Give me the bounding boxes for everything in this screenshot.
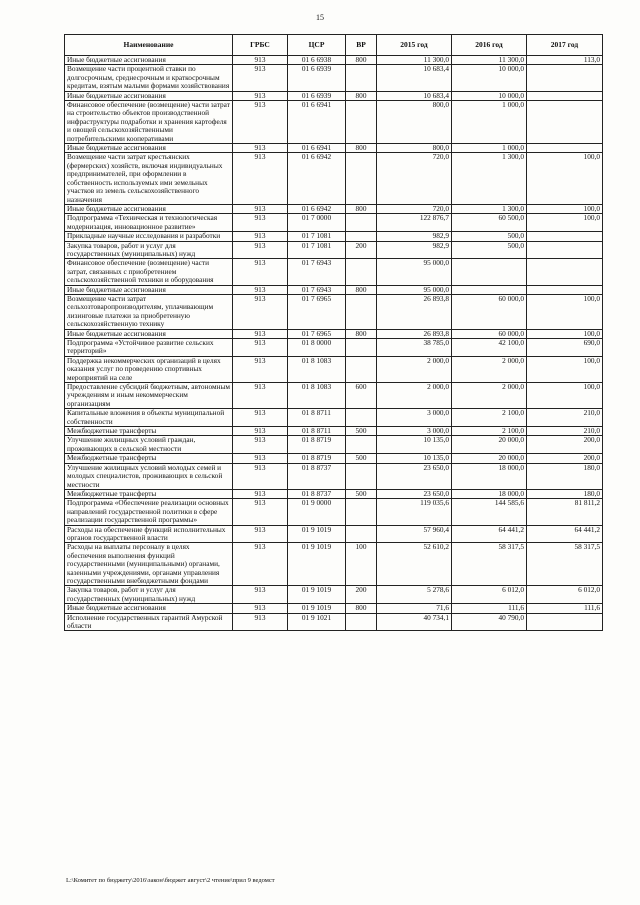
cell-2017 — [527, 285, 603, 294]
cell-2017: 210,0 — [527, 427, 603, 436]
table-row — [65, 214, 603, 232]
cell-2017 — [527, 241, 603, 259]
cell-2017 — [527, 91, 603, 100]
cell-vr — [346, 436, 377, 454]
cell-2015: 982,9 — [377, 241, 452, 259]
cell-2017: 100,0 — [527, 329, 603, 338]
cell-grbs: 913 — [233, 56, 288, 65]
cell-2016: 6 012,0 — [452, 586, 527, 604]
cell-name: Улучшение жилищных условий граждан, проживающих в сельской местности — [65, 436, 233, 454]
cell-2017: 200,0 — [527, 436, 603, 454]
cell-vr: 800 — [346, 204, 377, 213]
cell-name: Иные бюджетные ассигнования — [65, 91, 233, 100]
cell-csr: 01 9 1019 — [288, 604, 346, 613]
cell-csr: 01 6 6939 — [288, 91, 346, 100]
cell-csr: 01 8 8737 — [288, 463, 346, 489]
cell-grbs: 913 — [233, 259, 288, 285]
table-row — [65, 356, 603, 382]
cell-vr — [346, 463, 377, 489]
table-row — [65, 454, 603, 463]
table-row — [65, 525, 603, 543]
table-row — [65, 153, 603, 204]
cell-vr: 800 — [346, 604, 377, 613]
cell-vr — [346, 65, 377, 91]
cell-2016: 60 000,0 — [452, 329, 527, 338]
budget-table — [64, 34, 603, 631]
cell-name: Межбюджетные трансферты — [65, 427, 233, 436]
cell-name: Иные бюджетные ассигнования — [65, 285, 233, 294]
cell-csr: 01 9 0000 — [288, 499, 346, 525]
cell-name: Иные бюджетные ассигнования — [65, 144, 233, 153]
table-row — [65, 259, 603, 285]
cell-name: Расходы на обеспечение функций исполнительных органов государственной власти — [65, 525, 233, 543]
cell-2017: 100,0 — [527, 356, 603, 382]
cell-vr — [346, 294, 377, 329]
cell-vr — [346, 232, 377, 241]
cell-csr: 01 7 1081 — [288, 232, 346, 241]
cell-csr: 01 8 8711 — [288, 409, 346, 427]
cell-csr: 01 7 6965 — [288, 294, 346, 329]
cell-2016: 11 300,0 — [452, 56, 527, 65]
cell-csr: 01 9 1019 — [288, 525, 346, 543]
cell-grbs: 913 — [233, 241, 288, 259]
cell-grbs: 913 — [233, 214, 288, 232]
cell-csr: 01 7 6965 — [288, 329, 346, 338]
cell-2015: 122 876,7 — [377, 214, 452, 232]
cell-2015: 3 000,0 — [377, 409, 452, 427]
cell-2015: 10 683,4 — [377, 65, 452, 91]
cell-2016: 2 000,0 — [452, 356, 527, 382]
cell-name: Возмещение части затрат сельхозтоваропроизводителям, уплачивающим лизинговые платежи за приобретенную сельскохозяйственную технику — [65, 294, 233, 329]
cell-csr: 01 6 6939 — [288, 65, 346, 91]
cell-name: Расходы на выплаты персоналу в целях обеспечения выполнения функций государственными (муниципальными) органами, казенными учреждениями, органами управления государственными внебюджетными фондами — [65, 543, 233, 586]
cell-grbs: 913 — [233, 436, 288, 454]
cell-name: Поддержка некоммерческих организаций в целях оказания услуг по проведению спортивных мероприятий на селе — [65, 356, 233, 382]
table-row — [65, 383, 603, 409]
header-2015: 2015 год — [377, 35, 452, 56]
cell-2015: 119 035,6 — [377, 499, 452, 525]
cell-name: Капитальные вложения в объекты муниципальной собственности — [65, 409, 233, 427]
cell-2015: 10 683,4 — [377, 91, 452, 100]
cell-name: Закупка товаров, работ и услуг для государственных (муниципальных) нужд — [65, 586, 233, 604]
table-row — [65, 144, 603, 153]
cell-csr: 01 7 0000 — [288, 214, 346, 232]
cell-csr: 01 8 8719 — [288, 454, 346, 463]
cell-grbs: 913 — [233, 499, 288, 525]
table-body — [65, 56, 603, 631]
header-2017: 2017 год — [527, 35, 603, 56]
cell-vr — [346, 499, 377, 525]
cell-2016: 20 000,0 — [452, 436, 527, 454]
cell-name: Финансовое обеспечение (возмещение) части затрат на строительство объектов производственной инфраструктуры подработки и хранения картофеля и овощей сельскохозяйственными потребительскими кооперативами — [65, 101, 233, 144]
cell-2016: 10 000,0 — [452, 91, 527, 100]
header-csr: ЦСР — [288, 35, 346, 56]
cell-grbs: 913 — [233, 463, 288, 489]
cell-csr: 01 7 6943 — [288, 285, 346, 294]
cell-2017: 100,0 — [527, 383, 603, 409]
cell-vr — [346, 153, 377, 204]
cell-grbs: 913 — [233, 543, 288, 586]
cell-vr — [346, 339, 377, 357]
cell-name: Прикладные научные исследования и разработки — [65, 232, 233, 241]
cell-name: Межбюджетные трансферты — [65, 454, 233, 463]
cell-2016: 2 000,0 — [452, 383, 527, 409]
cell-grbs: 913 — [233, 294, 288, 329]
cell-2015: 800,0 — [377, 101, 452, 144]
cell-2016: 42 100,0 — [452, 339, 527, 357]
cell-name: Иные бюджетные ассигнования — [65, 604, 233, 613]
cell-vr: 500 — [346, 454, 377, 463]
cell-name: Иные бюджетные ассигнования — [65, 56, 233, 65]
table-row — [65, 56, 603, 65]
table-row — [65, 65, 603, 91]
cell-vr — [346, 356, 377, 382]
cell-name: Улучшение жилищных условий молодых семей и молодых специалистов, проживающих в сельской местности — [65, 463, 233, 489]
cell-2017: 113,0 — [527, 56, 603, 65]
cell-2016: 20 000,0 — [452, 454, 527, 463]
cell-name: Подпрограмма «Устойчивое развитие сельских территорий» — [65, 339, 233, 357]
cell-2017: 81 811,2 — [527, 499, 603, 525]
cell-vr — [346, 214, 377, 232]
cell-vr: 200 — [346, 586, 377, 604]
cell-vr: 500 — [346, 427, 377, 436]
cell-csr: 01 8 8719 — [288, 436, 346, 454]
cell-2015: 40 734,1 — [377, 613, 452, 631]
cell-2017: 100,0 — [527, 204, 603, 213]
cell-2016: 500,0 — [452, 241, 527, 259]
cell-2015: 2 000,0 — [377, 383, 452, 409]
cell-grbs: 913 — [233, 101, 288, 144]
cell-vr: 600 — [346, 383, 377, 409]
cell-csr: 01 9 1019 — [288, 586, 346, 604]
cell-2016: 64 441,2 — [452, 525, 527, 543]
cell-2015: 23 650,0 — [377, 489, 452, 498]
cell-csr: 01 8 0000 — [288, 339, 346, 357]
cell-2015: 982,9 — [377, 232, 452, 241]
cell-2016: 1 300,0 — [452, 153, 527, 204]
cell-vr: 800 — [346, 91, 377, 100]
cell-2017 — [527, 613, 603, 631]
cell-csr: 01 8 8711 — [288, 427, 346, 436]
cell-vr: 800 — [346, 144, 377, 153]
cell-2017 — [527, 144, 603, 153]
cell-2016: 58 317,5 — [452, 543, 527, 586]
cell-2016: 2 100,0 — [452, 409, 527, 427]
cell-2015: 71,6 — [377, 604, 452, 613]
header-name: Наименование — [65, 35, 233, 56]
cell-grbs: 913 — [233, 427, 288, 436]
table-row — [65, 586, 603, 604]
cell-2017: 58 317,5 — [527, 543, 603, 586]
cell-2016 — [452, 285, 527, 294]
cell-name: Подпрограмма «Техническая и технологическая модернизация, инновационное развитие» — [65, 214, 233, 232]
cell-2016: 1 000,0 — [452, 101, 527, 144]
cell-grbs: 913 — [233, 339, 288, 357]
table-row — [65, 204, 603, 213]
cell-csr: 01 8 8737 — [288, 489, 346, 498]
cell-2015: 95 000,0 — [377, 259, 452, 285]
table-row — [65, 285, 603, 294]
cell-2017 — [527, 259, 603, 285]
cell-name: Возмещение части затрат крестьянских (фермерских) хозяйств, включая индивидуальных предпринимателей, при оформлении в собственность используемых ими земельных участков из земель сельскохозяйственного назначения — [65, 153, 233, 204]
cell-name: Иные бюджетные ассигнования — [65, 204, 233, 213]
cell-grbs: 913 — [233, 489, 288, 498]
cell-2015: 57 960,4 — [377, 525, 452, 543]
cell-2017 — [527, 232, 603, 241]
table-row — [65, 409, 603, 427]
cell-2016: 60 000,0 — [452, 294, 527, 329]
header-grbs: ГРБС — [233, 35, 288, 56]
cell-2015: 26 893,8 — [377, 329, 452, 338]
cell-csr: 01 6 6941 — [288, 101, 346, 144]
cell-grbs: 913 — [233, 525, 288, 543]
cell-2015: 10 135,0 — [377, 436, 452, 454]
table-row — [65, 329, 603, 338]
cell-csr: 01 7 6943 — [288, 259, 346, 285]
table-row — [65, 436, 603, 454]
cell-name: Подпрограмма «Обеспечение реализации основных направлений государственной политики в сфере реализации государственной программы» — [65, 499, 233, 525]
cell-name: Закупка товаров, работ и услуг для государственных (муниципальных) нужд — [65, 241, 233, 259]
cell-csr: 01 6 6941 — [288, 144, 346, 153]
cell-grbs: 913 — [233, 153, 288, 204]
cell-grbs: 913 — [233, 204, 288, 213]
cell-2017: 180,0 — [527, 489, 603, 498]
cell-vr — [346, 409, 377, 427]
header-2016: 2016 год — [452, 35, 527, 56]
cell-2017: 690,0 — [527, 339, 603, 357]
table-row — [65, 489, 603, 498]
table-row — [65, 613, 603, 631]
table-row — [65, 339, 603, 357]
cell-name: Финансовое обеспечение (возмещение) части затрат, связанных с приобретением сельскохозяйственной техники и оборудования — [65, 259, 233, 285]
cell-csr: 01 8 1083 — [288, 356, 346, 382]
table-row — [65, 232, 603, 241]
cell-grbs: 913 — [233, 91, 288, 100]
cell-2016: 144 585,6 — [452, 499, 527, 525]
cell-vr — [346, 259, 377, 285]
page-number: 15 — [316, 13, 324, 22]
cell-2015: 52 610,2 — [377, 543, 452, 586]
cell-name: Иные бюджетные ассигнования — [65, 329, 233, 338]
cell-2017: 180,0 — [527, 463, 603, 489]
cell-2015: 23 650,0 — [377, 463, 452, 489]
table-row — [65, 604, 603, 613]
cell-2016: 10 000,0 — [452, 65, 527, 91]
cell-csr: 01 6 6938 — [288, 56, 346, 65]
cell-2017: 200,0 — [527, 454, 603, 463]
cell-csr: 01 8 1083 — [288, 383, 346, 409]
cell-name: Исполнение государственных гарантий Амурской области — [65, 613, 233, 631]
cell-grbs: 913 — [233, 356, 288, 382]
cell-2017: 100,0 — [527, 214, 603, 232]
cell-2017: 111,6 — [527, 604, 603, 613]
cell-csr: 01 6 6942 — [288, 153, 346, 204]
cell-2017: 100,0 — [527, 294, 603, 329]
cell-vr: 200 — [346, 241, 377, 259]
cell-2016: 2 100,0 — [452, 427, 527, 436]
cell-grbs: 913 — [233, 454, 288, 463]
cell-2016: 18 000,0 — [452, 489, 527, 498]
table-row — [65, 294, 603, 329]
cell-2015: 26 893,8 — [377, 294, 452, 329]
cell-vr: 500 — [346, 489, 377, 498]
cell-2015: 720,0 — [377, 204, 452, 213]
cell-name: Межбюджетные трансферты — [65, 489, 233, 498]
cell-grbs: 913 — [233, 329, 288, 338]
cell-grbs: 913 — [233, 144, 288, 153]
cell-2017: 100,0 — [527, 153, 603, 204]
cell-name: Предоставление субсидий бюджетным, автономным учреждениям и иным некоммерческим организациям — [65, 383, 233, 409]
cell-2016: 18 000,0 — [452, 463, 527, 489]
cell-2017 — [527, 65, 603, 91]
file-path-footer: L:\Комитет по бюджету\2016\закон\бюджет август\2 чтение\прил 9 ведомст — [66, 877, 275, 884]
cell-2016 — [452, 259, 527, 285]
cell-name: Возмещение части процентной ставки по долгосрочным, среднесрочным и краткосрочным кредитам, взятым малыми формами хозяйствования — [65, 65, 233, 91]
cell-2016: 111,6 — [452, 604, 527, 613]
cell-grbs: 913 — [233, 285, 288, 294]
cell-2017: 210,0 — [527, 409, 603, 427]
cell-grbs: 913 — [233, 604, 288, 613]
cell-2016: 1 300,0 — [452, 204, 527, 213]
cell-csr: 01 6 6942 — [288, 204, 346, 213]
cell-grbs: 913 — [233, 65, 288, 91]
cell-2015: 10 135,0 — [377, 454, 452, 463]
cell-2015: 11 300,0 — [377, 56, 452, 65]
table-header-row — [65, 35, 603, 56]
table-row — [65, 241, 603, 259]
cell-2016: 1 000,0 — [452, 144, 527, 153]
cell-csr: 01 9 1019 — [288, 543, 346, 586]
header-vr: ВР — [346, 35, 377, 56]
cell-vr: 800 — [346, 329, 377, 338]
cell-2015: 720,0 — [377, 153, 452, 204]
cell-grbs: 913 — [233, 409, 288, 427]
cell-2015: 5 278,6 — [377, 586, 452, 604]
cell-2016: 500,0 — [452, 232, 527, 241]
cell-csr: 01 9 1021 — [288, 613, 346, 631]
cell-csr: 01 7 1081 — [288, 241, 346, 259]
table-row — [65, 499, 603, 525]
cell-vr — [346, 101, 377, 144]
cell-2015: 3 000,0 — [377, 427, 452, 436]
cell-2017 — [527, 101, 603, 144]
table-row — [65, 91, 603, 100]
cell-2017: 64 441,2 — [527, 525, 603, 543]
cell-vr — [346, 525, 377, 543]
table-row — [65, 543, 603, 586]
cell-grbs: 913 — [233, 232, 288, 241]
cell-grbs: 913 — [233, 586, 288, 604]
cell-2017: 6 012,0 — [527, 586, 603, 604]
cell-vr: 800 — [346, 285, 377, 294]
cell-vr: 100 — [346, 543, 377, 586]
table-row — [65, 101, 603, 144]
table-row — [65, 463, 603, 489]
cell-vr — [346, 613, 377, 631]
cell-2015: 2 000,0 — [377, 356, 452, 382]
cell-2015: 800,0 — [377, 144, 452, 153]
cell-2015: 38 785,0 — [377, 339, 452, 357]
cell-2015: 95 000,0 — [377, 285, 452, 294]
cell-grbs: 913 — [233, 383, 288, 409]
cell-vr: 800 — [346, 56, 377, 65]
cell-2016: 40 790,0 — [452, 613, 527, 631]
cell-2016: 60 500,0 — [452, 214, 527, 232]
cell-grbs: 913 — [233, 613, 288, 631]
table-row — [65, 427, 603, 436]
